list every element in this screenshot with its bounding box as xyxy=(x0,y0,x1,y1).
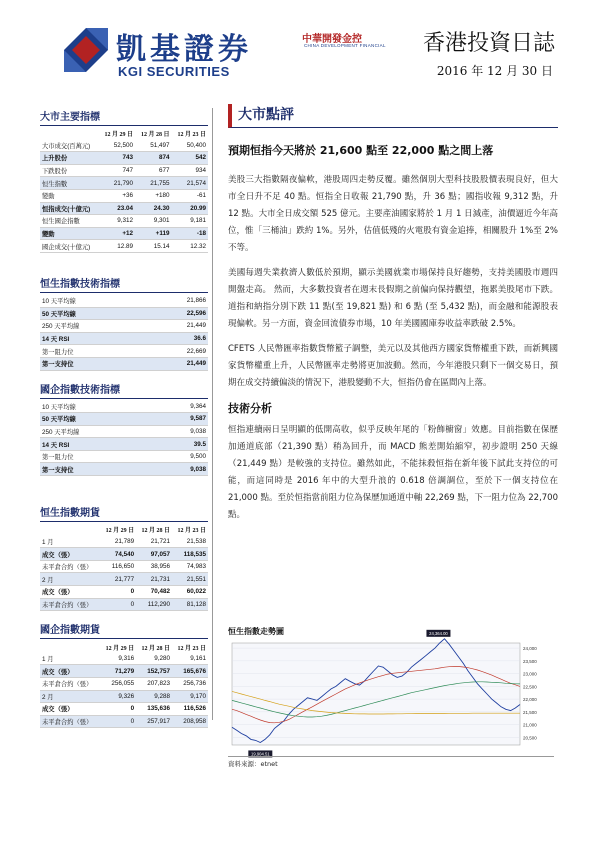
table-row: 2 月 9,326 9,288 9,170 xyxy=(40,690,208,703)
hsi-futures-table xyxy=(40,524,208,611)
right-column xyxy=(228,104,558,526)
table-row: 第一阻力位 9,500 xyxy=(40,450,208,463)
plot-area xyxy=(232,643,520,745)
col-header: 12 月 28 日 xyxy=(141,132,170,139)
commentary-section-title: 大市點評 xyxy=(228,104,558,128)
table-row: 恒指成交(十億元) 23.04 24.30 20.99 xyxy=(40,202,208,215)
y-tick-label: 21,500 xyxy=(523,709,537,715)
hscei-futures-title: 國企指數期貨 xyxy=(40,621,208,639)
tech-analysis-paragraph: 恒指連續兩日呈明顯的低開高收，似乎反映年尾的「粉飾櫥窗」效應。目前指數在保歷加通道底部（21,390 點）稍為回升，而 MACD 熊差開始縮窄，初步證明 250 天線（21,449 點）是較強的支持位。雖然如此，不能抹殺恒指在新年後下試此支持位的可能，而這同時是 2016 年中的大型升浪的 0.618 倍調調位，至於下一個支持位在 21,000 點。至於恒指當前阻力位為保歷加通道中軸 22,269 點，下一阻力位為 22,700 點。 xyxy=(228,425,558,520)
col-header: 12 月 23 日 xyxy=(177,528,206,535)
table-row: 10 天平均線 21,866 xyxy=(40,295,208,307)
table-row: 1 月 9,316 9,280 9,161 xyxy=(40,653,208,665)
y-tick-label: 20,500 xyxy=(523,735,537,741)
tech-analysis-title: 技術分析 xyxy=(228,402,272,415)
table-row: 50 天平均線 9,587 xyxy=(40,413,208,426)
brand-name-zh: 凱基證券 xyxy=(116,32,252,67)
table-row: 250 天平均線 21,449 xyxy=(40,320,208,333)
y-tick-label: 23,000 xyxy=(523,671,537,677)
table-row: 第一支持位 9,038 xyxy=(40,463,208,476)
column-divider xyxy=(212,108,213,720)
y-tick-label: 21,000 xyxy=(523,722,537,728)
hscei-futures-table xyxy=(40,641,208,728)
table-row: 未平倉合約（張） 0 257,917 208,958 xyxy=(40,715,208,728)
table-row: 成交（張） 71,279 152,757 165,676 xyxy=(40,665,208,678)
table-row: 恒生國企指數 9,312 9,301 9,181 xyxy=(40,215,208,228)
table-row: 變動 +36 +180 -61 xyxy=(40,189,208,202)
table-row: 成交（張） 74,540 97,057 118,535 xyxy=(40,548,208,561)
table-row: 14 天 RSI 39.5 xyxy=(40,438,208,451)
y-tick-label: 24,000 xyxy=(523,646,537,652)
commentary-headline: 預期恒指今天將於 21,600 點至 22,000 點之間上落 xyxy=(228,144,494,157)
kgi-logo-icon xyxy=(64,28,108,72)
table-row: 成交（張） 0 135,636 116,526 xyxy=(40,703,208,716)
left-column xyxy=(40,108,208,728)
table-row: 1 月 21,789 21,721 21,538 xyxy=(40,536,208,548)
table-row: 第一支持位 21,449 xyxy=(40,357,208,370)
hsi-tech-title: 恒生指數技術指標 xyxy=(40,275,208,293)
brand-name-en: KGI SECURITIES xyxy=(118,64,230,79)
col-header: 12 月 23 日 xyxy=(177,645,206,652)
market-stats-table xyxy=(40,128,208,253)
table-row: 上升股份 743 874 542 xyxy=(40,152,208,165)
hsi-futures-title: 恒生指數期貨 xyxy=(40,504,208,522)
table-row: 未平倉合約（張） 116,650 38,956 74,983 xyxy=(40,560,208,573)
table-row: 下跌股份 747 677 934 xyxy=(40,164,208,177)
col-header: 12 月 29 日 xyxy=(104,132,134,139)
table-row: 變動 +12 +119 -18 xyxy=(40,227,208,240)
table-row: 成交（張） 0 70,482 60,022 xyxy=(40,586,208,599)
partner-name-en: CHINA DEVELOPMENT FINANCIAL xyxy=(304,43,386,48)
callout-high-label: 24,364.00 xyxy=(429,630,448,636)
y-tick-label: 22,500 xyxy=(523,684,537,690)
col-header: 12 月 23 日 xyxy=(177,132,206,139)
report-date: 2016 年 12 月 30 日 xyxy=(436,64,553,78)
col-header: 12 月 28 日 xyxy=(141,528,171,535)
partner-name-zh: 中華開發金控 xyxy=(302,34,362,45)
y-tick-label: 22,000 xyxy=(523,697,537,703)
hscei-tech-table xyxy=(40,401,208,477)
hscei-tech-title: 國企指數技術指標 xyxy=(40,381,208,399)
table-row: 第一阻力位 22,669 xyxy=(40,345,208,358)
commentary-paragraph: 美國每週失業救濟人數低於預期，顯示美國就業市場保持良好趨勢，支持美國股市週四開盤走高。 然而，大多數投資者在週末長假期之前偏向保持觀望，拖累美股尾市下跌。道指和納指分別下跌 11 點(至 19,821 點) 和 6 點 (至 5,432 點)，而金融和能源股表現偏軟。另一方面，資金回流債券市場，10 年美國國庫券收益率跌破 2.5%。 xyxy=(228,268,558,329)
y-tick-label: 23,500 xyxy=(523,658,537,664)
table-row: 恒生指數 21,790 21,755 21,574 xyxy=(40,177,208,190)
table-row: 大市成交(百萬元) 52,500 51,497 50,400 xyxy=(40,140,208,152)
col-header: 12 月 29 日 xyxy=(105,645,135,652)
hsi-chart xyxy=(228,626,554,757)
commentary-paragraph: 美股三大指數隔夜偏軟，港股周四走勢反覆。雖然個別大型科技股股價表現良好，但大市全日升不足 40 點。恒指全日收報 21,790 點，升 36 點；國指收報 9,312 點，升 12 點。大市全日成交額 525 億元。主要產油國家將於 1 月 1 日減產，油價逼近今年高位，惟「三桶油」跌約 1%。另外，估值低殘的火電股有資金追捧，相關股升 1%至 2%不等。 xyxy=(228,175,558,253)
table-row: 未平倉合約（張） 0 112,290 81,128 xyxy=(40,598,208,611)
table-row: 未平倉合約（張） 256,055 207,823 256,736 xyxy=(40,678,208,691)
table-row: 250 天平均線 9,038 xyxy=(40,425,208,438)
callout-low-label: 19,904.51 xyxy=(251,751,270,757)
chart-source: 資料來源：etnet xyxy=(228,756,554,768)
market-stats-title: 大市主要指標 xyxy=(40,108,208,126)
table-row: 2 月 21,777 21,731 21,551 xyxy=(40,573,208,586)
table-row: 14 天 RSI 36.6 xyxy=(40,332,208,345)
table-row: 國企成交(十億元) 12.89 15.14 12.32 xyxy=(40,240,208,253)
col-header: 12 月 29 日 xyxy=(105,528,135,535)
commentary-paragraph: CFETS 人民幣匯率指數貨幣籃子調整，美元以及其他西方國家貨幣權重下跌，而新興國家貨幣權重上升，人民幣匯率走勢將更加波動。然而，今年港股只剩下一個交易日，預期在成交持續偏淡的情況下，港股變動不大，恒指仍會在區間內上落。 xyxy=(228,344,558,388)
table-row: 50 天平均線 22,596 xyxy=(40,307,208,320)
report-title: 香港投資日誌 xyxy=(422,31,555,56)
chart-title: 恒生指數走勢圖 xyxy=(228,627,284,636)
col-header: 12 月 28 日 xyxy=(141,645,171,652)
hsi-tech-table xyxy=(40,295,208,371)
table-row: 10 天平均線 9,364 xyxy=(40,401,208,413)
